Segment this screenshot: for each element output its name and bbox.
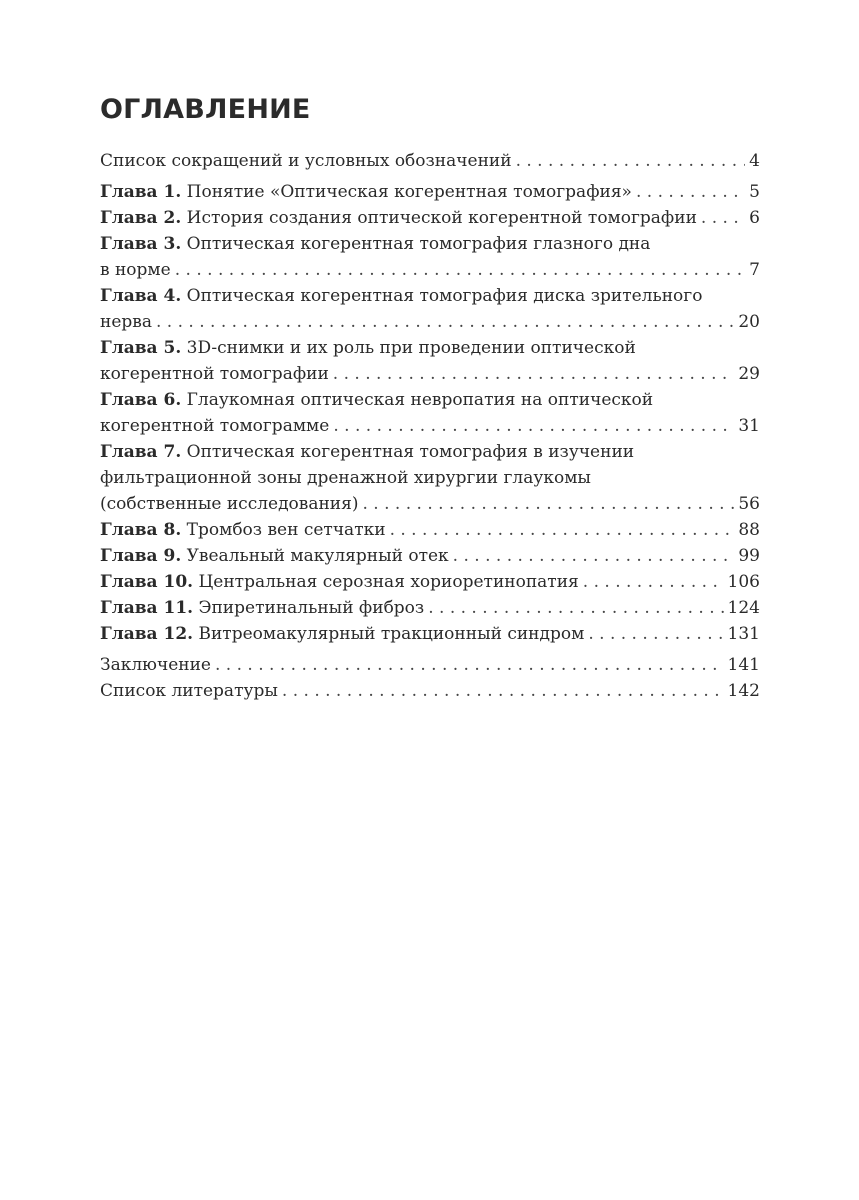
dot-leader xyxy=(453,543,735,569)
toc-entry[interactable] xyxy=(100,652,760,678)
page-number: 131 xyxy=(727,624,760,644)
chapter-number: Глава 8. xyxy=(100,520,182,540)
entry-title: Понятие «Оптическая когерентная томография» xyxy=(186,182,632,202)
entry-title-line: когерентной томографии xyxy=(100,364,329,384)
dot-leader xyxy=(156,309,734,335)
page-number: 31 xyxy=(738,416,760,436)
entry-title-line: Глаукомная оптическая невропатия на оптической xyxy=(186,390,654,410)
entry-title-line: фильтрационной зоны дренажной хирургии глаукомы xyxy=(100,468,591,488)
entry-title: Список литературы xyxy=(100,681,278,701)
entry-title-line: в норме xyxy=(100,260,171,280)
page-number: 142 xyxy=(727,681,760,701)
entry-title: История создания оптической когерентной томографии xyxy=(186,208,697,228)
toc-entry[interactable] xyxy=(100,439,760,517)
dot-leader xyxy=(428,595,723,621)
dot-leader xyxy=(282,678,724,704)
entry-title: Тромбоз вен сетчатки xyxy=(186,520,386,540)
page-number: 7 xyxy=(749,260,760,280)
chapter-number: Глава 11. xyxy=(100,598,194,618)
dot-leader xyxy=(516,148,746,174)
toc-entry[interactable] xyxy=(100,569,760,595)
dot-leader xyxy=(636,179,745,205)
chapter-number: Глава 6. xyxy=(100,390,182,410)
toc-entry[interactable] xyxy=(100,283,760,335)
dot-leader xyxy=(588,621,723,647)
entry-title: Центральная серозная хориоретинопатия xyxy=(198,572,579,592)
page-number: 20 xyxy=(738,312,760,332)
chapter-number: Глава 9. xyxy=(100,546,182,566)
entry-title: Витреомакулярный тракционный синдром xyxy=(198,624,585,644)
toc-entry[interactable] xyxy=(100,335,760,387)
entry-title-line: когерентной томограмме xyxy=(100,416,330,436)
dot-leader xyxy=(333,413,734,439)
toc-entry[interactable] xyxy=(100,678,760,704)
page-number: 141 xyxy=(727,655,760,675)
toc-entry[interactable] xyxy=(100,595,760,621)
chapter-number: Глава 1. xyxy=(100,182,182,202)
toc-entry[interactable] xyxy=(100,387,760,439)
page-number: 106 xyxy=(727,572,760,592)
page-title: ОГЛАВЛЕНИЕ xyxy=(100,94,311,125)
chapter-number: Глава 2. xyxy=(100,208,182,228)
chapter-number: Глава 3. xyxy=(100,234,182,254)
chapter-number: Глава 7. xyxy=(100,442,182,462)
page-number: 99 xyxy=(738,546,760,566)
chapter-number: Глава 12. xyxy=(100,624,194,644)
entry-title-line: Оптическая когерентная томография в изучении xyxy=(186,442,635,462)
page-number: 56 xyxy=(738,494,760,514)
toc-entry[interactable] xyxy=(100,231,760,283)
page-number: 88 xyxy=(738,520,760,540)
toc-page xyxy=(100,92,760,704)
dot-leader xyxy=(701,205,745,231)
page-number: 6 xyxy=(749,208,760,228)
page-number: 124 xyxy=(727,598,760,618)
entry-title: Увеальный макулярный отек xyxy=(186,546,449,566)
toc-entry[interactable] xyxy=(100,621,760,647)
entry-title: Заключение xyxy=(100,655,211,675)
chapter-number: Глава 10. xyxy=(100,572,194,592)
toc-entry[interactable] xyxy=(100,205,760,231)
dot-leader xyxy=(333,361,735,387)
page-number: 4 xyxy=(749,151,760,171)
toc-entry[interactable] xyxy=(100,179,760,205)
chapter-number: Глава 4. xyxy=(100,286,182,306)
entry-title: Список сокращений и условных обозначений xyxy=(100,151,512,171)
dot-leader xyxy=(583,569,724,595)
toc-list xyxy=(100,148,760,704)
entry-title: Эпиретинальный фиброз xyxy=(198,598,425,618)
entry-title-line: Оптическая когерентная томография диска зрительного xyxy=(186,286,703,306)
chapter-number: Глава 5. xyxy=(100,338,182,358)
toc-entry[interactable] xyxy=(100,517,760,543)
dot-leader xyxy=(363,491,735,517)
dot-leader xyxy=(390,517,735,543)
entry-title-line: Оптическая когерентная томография глазного дна xyxy=(186,234,651,254)
entry-title-line: 3D-снимки и их роль при проведении оптической xyxy=(186,338,636,358)
dot-leader xyxy=(215,652,724,678)
page-number: 29 xyxy=(738,364,760,384)
entry-title-line: (собственные исследования) xyxy=(100,494,359,514)
toc-entry[interactable] xyxy=(100,148,760,174)
dot-leader xyxy=(175,257,745,283)
toc-entry[interactable] xyxy=(100,543,760,569)
page-number: 5 xyxy=(749,182,760,202)
entry-title-line: нерва xyxy=(100,312,152,332)
